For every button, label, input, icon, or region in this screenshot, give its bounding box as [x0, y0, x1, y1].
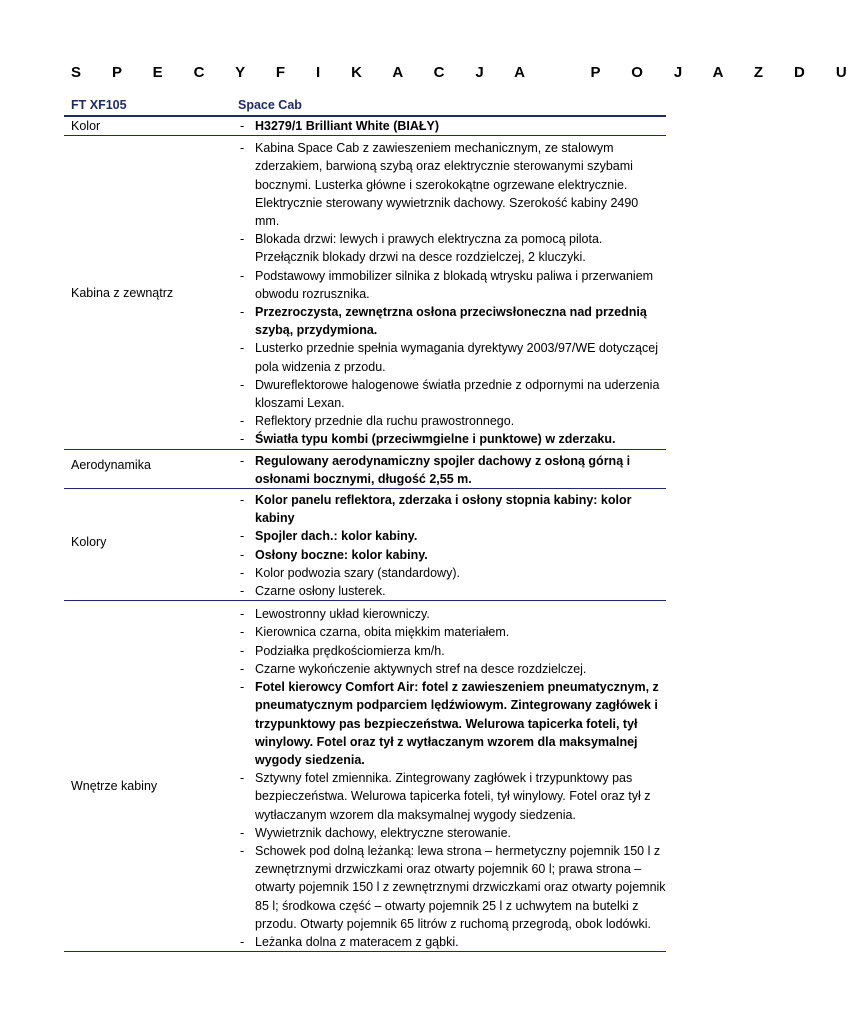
item-text: Kierownica czarna, obita miękkim materiałem. — [255, 625, 510, 640]
row-label: Wnętrze kabiny — [71, 779, 158, 794]
item-text: Fotel kierowcy Comfort Air: fotel z zawieszeniem pneumatycznym, z pneumatycznym podparciem lędźwiowym. Zintegrowany zagłówek i trzypunktowy pas bezpieczeństwa. Welurowa tapicerka foteli, tył winylowy. Fotel oraz tył z wytłaczanym wzorem dla maksymalnej wygody siedzenia. — [255, 680, 659, 767]
list-item — [238, 267, 666, 303]
dash-bullet: - — [240, 141, 245, 156]
list-item — [238, 139, 666, 230]
list-item — [238, 230, 666, 266]
list-item — [238, 623, 666, 641]
item-text: Wywietrznik dachowy, elektryczne sterowanie. — [255, 825, 511, 840]
item-text: Kolor panelu reflektora, zderzaka i osłony stopnia kabiny: kolor kabiny — [255, 493, 632, 526]
spec-table — [64, 117, 666, 952]
dash-bullet: - — [240, 529, 245, 544]
list-item — [238, 933, 666, 951]
item-text: Dwureflektorowe halogenowe światła przednie z odpornymi na uderzenia kloszami Lexan. — [255, 377, 660, 411]
list-item — [238, 117, 666, 135]
dash-bullet: - — [240, 547, 245, 562]
dash-bullet: - — [240, 305, 245, 320]
item-text: Schowek pod dolną leżanką: lewa strona – hermetyczny pojemnik 150 l z zewnętrznymi drzwiczkami oraz otwarty pojemnik 60 l; prawa strona – otwarty pojemnik 150 l z zewnętrznymi drzwiczkami oraz otwarty pojemnik 85 l; środkowa część – otwarty pojemnik 25 l z uchwytem na butelki z przodu. Otwarty pojemnik 65 litrów z ruchomą przegrodą, obok lodówki. — [255, 843, 666, 931]
item-text: Czarne wykończenie aktywnych stref na desce rozdzielczej. — [255, 661, 587, 676]
list-item — [238, 546, 666, 564]
list-item — [238, 824, 666, 842]
spec-row — [64, 450, 666, 489]
dash-bullet: - — [240, 771, 245, 786]
item-text: Lusterko przednie spełnia wymagania dyrektywy 2003/97/WE dotyczącej pola widzenia z przodu. — [255, 341, 658, 374]
item-text: Podstawowy immobilizer silnika z blokadą wtrysku paliwa i przerwaniem obwodu rozrusznika. — [255, 268, 654, 301]
page-title: S P E C Y F I K A C J A P O J A Z D U — [71, 64, 860, 81]
list-item — [238, 660, 666, 678]
item-list — [238, 117, 666, 135]
dash-bullet: - — [240, 341, 245, 356]
dash-bullet: - — [240, 493, 245, 508]
item-text: Reflektory przednie dla ruchu prawostronnego. — [255, 414, 515, 429]
dash-bullet: - — [240, 565, 245, 580]
item-text: Podziałka prędkościomierza km/h. — [255, 643, 445, 658]
dash-bullet: - — [240, 453, 245, 468]
row-label: Kolor — [71, 119, 101, 133]
item-list — [238, 139, 666, 448]
dash-bullet: - — [240, 661, 245, 676]
dash-bullet: - — [240, 414, 245, 429]
list-item — [238, 339, 666, 375]
item-text: Kolor podwozia szary (standardowy). — [255, 565, 460, 580]
item-text: Blokada drzwi: lewych i prawych elektryczna za pomocą pilota. Przełącznik blokady drzwi na desce rozdzielczej, 2 kluczyki. — [255, 232, 603, 265]
list-item — [238, 642, 666, 660]
row-label: Kabina z zewnątrz — [71, 286, 174, 301]
row-label: Kolory — [71, 535, 107, 550]
spec-row — [64, 117, 666, 136]
item-list — [238, 491, 666, 600]
list-item — [238, 605, 666, 623]
list-item — [238, 564, 666, 582]
list-item — [238, 527, 666, 545]
list-item — [238, 452, 666, 488]
item-text: H3279/1 Brilliant White (BIAŁY) — [255, 119, 440, 133]
spec-row — [64, 489, 666, 601]
dash-bullet: - — [240, 432, 245, 447]
dash-bullet: - — [240, 825, 245, 840]
item-text: Czarne osłony lusterek. — [255, 584, 386, 599]
model-name: FT XF105 — [71, 98, 127, 112]
dash-bullet: - — [240, 232, 245, 247]
item-text: Przezroczysta, zewnętrzna osłona przeciwsłoneczna nad przednią szybą, przydymiona. — [255, 305, 647, 338]
item-text: Osłony boczne: kolor kabiny. — [255, 547, 428, 562]
dash-bullet: - — [240, 584, 245, 599]
table-header — [64, 95, 666, 117]
item-text: Światła typu kombi (przeciwmgielne i punktowe) w zderzaku. — [255, 432, 616, 447]
dash-bullet: - — [240, 625, 245, 640]
list-item — [238, 412, 666, 430]
spec-row — [64, 601, 666, 952]
item-text: Lewostronny układ kierowniczy. — [255, 607, 430, 622]
item-text: Leżanka dolna z materacem z gąbki. — [255, 934, 459, 949]
dash-bullet: - — [240, 377, 245, 392]
item-list — [238, 452, 666, 488]
list-item — [238, 430, 666, 448]
dash-bullet: - — [240, 680, 245, 695]
list-item — [238, 303, 666, 339]
item-text: Regulowany aerodynamiczny spojler dachowy z osłoną górną i osłonami bocznymi, długość 2,55 m. — [255, 453, 631, 486]
dash-bullet: - — [240, 119, 245, 133]
item-list — [238, 605, 666, 951]
spec-row — [64, 136, 666, 449]
dash-bullet: - — [240, 934, 245, 949]
list-item — [238, 842, 666, 933]
dash-bullet: - — [240, 268, 245, 283]
list-item — [238, 491, 666, 527]
row-label: Aerodynamika — [71, 457, 151, 472]
list-item — [238, 582, 666, 600]
list-item — [238, 769, 666, 824]
cab-variant: Space Cab — [238, 98, 302, 112]
dash-bullet: - — [240, 643, 245, 658]
dash-bullet: - — [240, 843, 245, 858]
item-text: Spojler dach.: kolor kabiny. — [255, 529, 418, 544]
list-item — [238, 678, 666, 769]
dash-bullet: - — [240, 607, 245, 622]
item-text: Kabina Space Cab z zawieszeniem mechanicznym, ze stalowym zderzakiem, barwioną szybą oraz elektrycznie sterowanymi szybami bocznymi. Lusterka główne i szerokokątne ogrzewane elektrycznie. Elektrycznie sterowany wywietrznik dachowy. Szerokość kabiny 2490 mm. — [255, 141, 639, 229]
item-text: Sztywny fotel zmiennika. Zintegrowany zagłówek i trzypunktowy pas bezpieczeństwa. Welurowa tapicerka foteli, tył winylowy. Fotel oraz tył z wytłaczanym wzorem dla maksymalnej wygody siedzenia. — [255, 771, 651, 822]
list-item — [238, 376, 666, 412]
